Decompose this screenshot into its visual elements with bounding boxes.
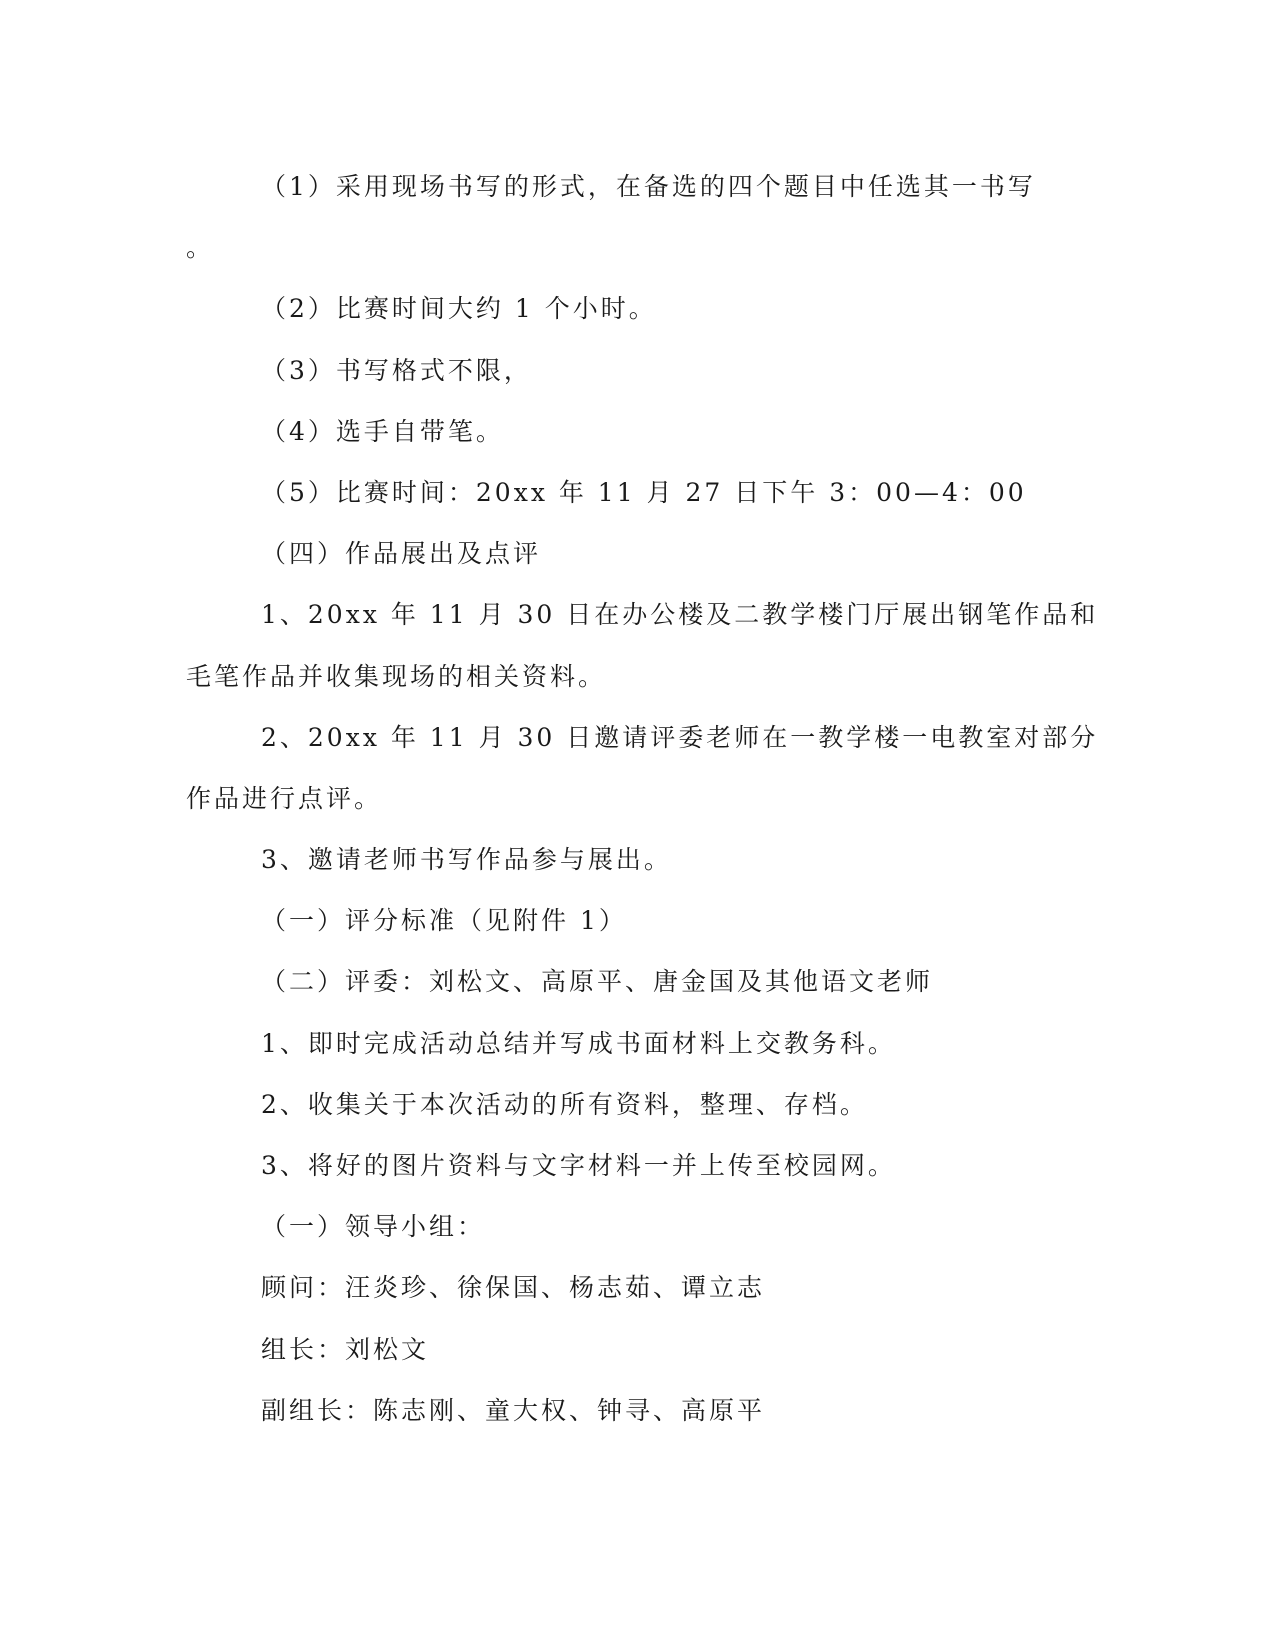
text-line: 2、收集关于本次活动的所有资料，整理、存档。 <box>261 1089 868 1119</box>
text-line: 1、即时完成活动总结并写成书面材料上交教务科。 <box>261 1028 896 1058</box>
text-line: （2）比赛时间大约 1 个小时。 <box>261 294 657 324</box>
text-line: 3、邀请老师书写作品参与展出。 <box>261 845 672 875</box>
section-heading: （二）评委：刘松文、高原平、唐金国及其他语文老师 <box>261 967 934 997</box>
text-line: （4）选手自带笔。 <box>261 416 504 446</box>
text-line: 3、将好的图片资料与文字材料一并上传至校园网。 <box>261 1151 896 1180</box>
text-line: （1）采用现场书写的形式，在备选的四个题目中任选其一书写 <box>261 172 1036 201</box>
text-line: 毛笔作品并收集现场的相关资料。 <box>186 661 607 691</box>
section-heading: （四）作品展出及点评 <box>261 539 542 569</box>
document-body <box>186 156 1099 1441</box>
section-heading: （一）评分标准（见附件 1） <box>261 906 627 936</box>
text-line: 组长：刘松文 <box>261 1334 430 1364</box>
text-line: 顾问：汪炎珍、徐保国、杨志茹、谭立志 <box>261 1273 766 1303</box>
text-line: （5）比赛时间：20xx 年 11 月 27 日下午 3：00—4：00 <box>261 477 1027 507</box>
text-line: 副组长：陈志刚、童大权、钟寻、高原平 <box>261 1395 766 1425</box>
section-heading: （一）领导小组： <box>261 1212 486 1242</box>
text-line: 2、20xx 年 11 月 30 日邀请评委老师在一教学楼一电教室对部分 <box>261 722 1099 752</box>
text-line: （3）书写格式不限， <box>261 355 532 385</box>
text-line: 1、20xx 年 11 月 30 日在办公楼及二教学楼门厅展出钢笔作品和 <box>261 600 1099 630</box>
text-line: 作品进行点评。 <box>186 783 383 813</box>
text-line: 。 <box>186 233 215 263</box>
